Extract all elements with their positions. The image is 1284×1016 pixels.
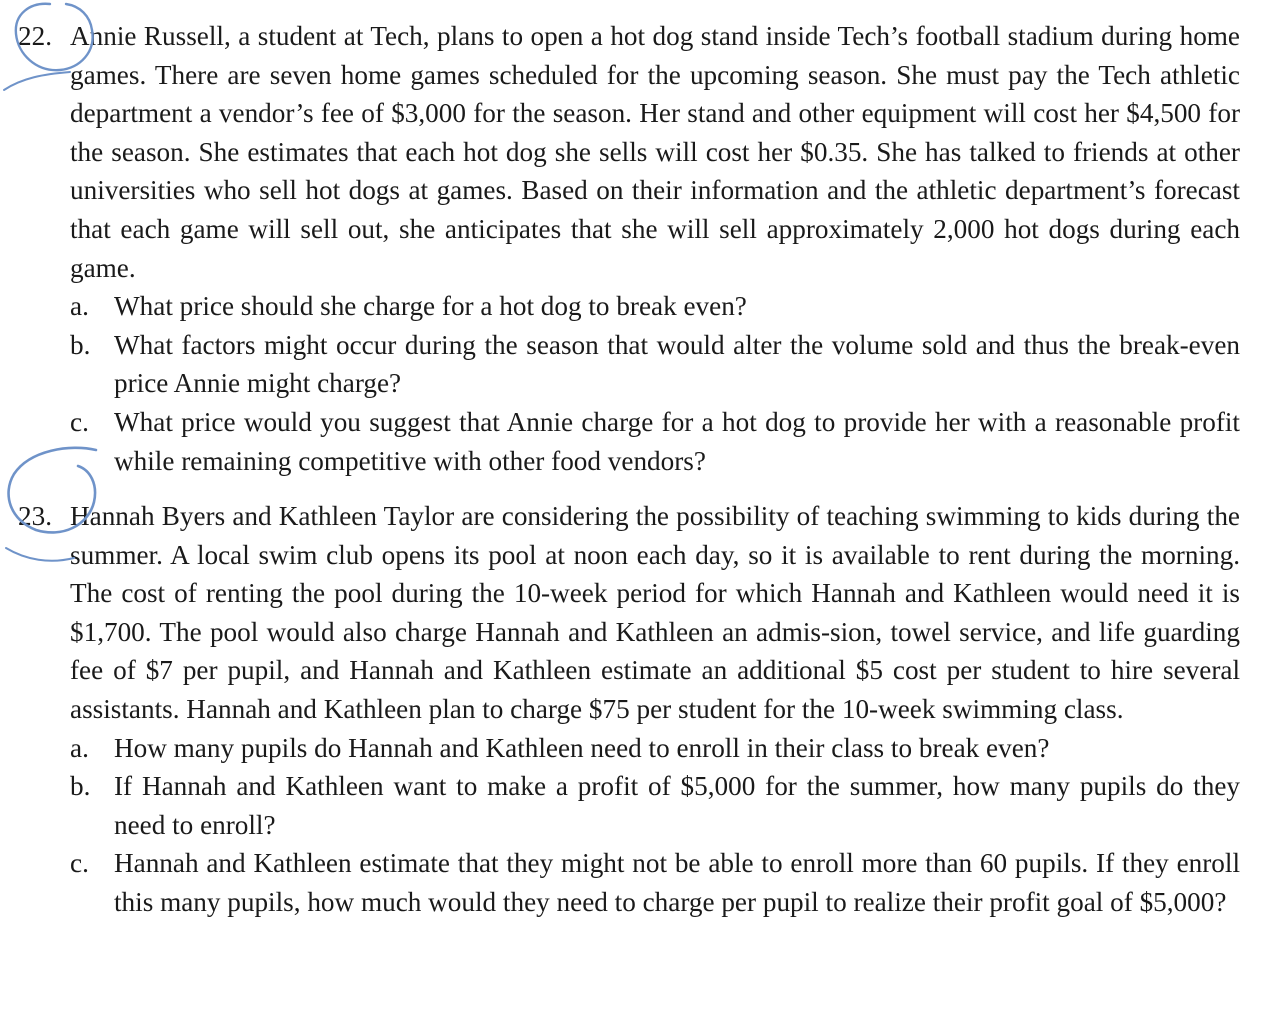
problem-22 bbox=[18, 17, 1240, 480]
part-letter: a. bbox=[70, 291, 89, 322]
problem-parts bbox=[18, 729, 1240, 922]
part-letter: c. bbox=[70, 406, 89, 437]
problem-number: 22. bbox=[18, 21, 52, 51]
part-b bbox=[18, 767, 1240, 844]
part-text: If Hannah and Kathleen want to make a profit of $5,000 for the summer, how many pupils do they need to enroll? bbox=[114, 771, 1240, 840]
part-c bbox=[18, 403, 1240, 480]
problem-stem bbox=[18, 17, 1240, 287]
part-c bbox=[18, 844, 1240, 921]
part-a bbox=[18, 729, 1240, 768]
problem-stem bbox=[18, 497, 1240, 729]
part-text: Hannah and Kathleen estimate that they might not be able to enroll more than 60 pupils. If they enroll this many pupils, how much would they need to charge per pupil to realize their profit goal of $5,000? bbox=[114, 848, 1240, 917]
problem-text: Hannah Byers and Kathleen Taylor are considering the possibility of teaching swimming to kids during the summer. A local swim club opens its pool at noon each day, so it is available to rent during the morning. The cost of renting the pool during the 10-week period for which Hannah and Kathleen would need it is $1,700. The pool would also charge Hannah and Kathleen an admis-sion, towel service, and life guarding fee of $7 per pupil, and Hannah and Kathleen estimate an additional $5 cost per student to hire several assistants. Hannah and Kathleen plan to charge $75 per student for the 10-week swimming class. bbox=[70, 501, 1240, 724]
problem-23 bbox=[18, 497, 1240, 922]
part-b bbox=[18, 326, 1240, 403]
part-text: What price would you suggest that Annie charge for a hot dog to provide her with a reasonable profit while remaining competitive with other food vendors? bbox=[114, 406, 1240, 476]
part-letter: b. bbox=[70, 329, 91, 360]
part-letter: a. bbox=[70, 732, 89, 763]
part-text: How many pupils do Hannah and Kathleen need to enroll in their class to break even? bbox=[114, 732, 1050, 763]
problem-text: Annie Russell, a student at Tech, plans to open a hot dog stand inside Tech’s football stadium during home games. There are seven home games scheduled for the upcoming season. She must pay the Tech athletic department a vendor’s fee of $3,000 for the season. Her stand and other equipment will cost her $4,500 for the season. She estimates that each hot dog she sells will cost her $0.35. She has talked to friends at other universities who sell hot dogs at games. Based on their information and the athletic department’s forecast that each game will sell out, she anticipates that she will sell approximately 2,000 hot dogs during each game. bbox=[70, 21, 1240, 283]
part-text: What price should she charge for a hot dog to break even? bbox=[114, 291, 747, 322]
part-letter: b. bbox=[70, 771, 91, 802]
part-text: What factors might occur during the season that would alter the volume sold and thus the break-even price Annie might charge? bbox=[114, 329, 1240, 399]
part-letter: c. bbox=[70, 848, 89, 879]
problem-parts bbox=[18, 287, 1240, 480]
part-a bbox=[18, 287, 1240, 326]
problem-number: 23. bbox=[18, 501, 52, 531]
